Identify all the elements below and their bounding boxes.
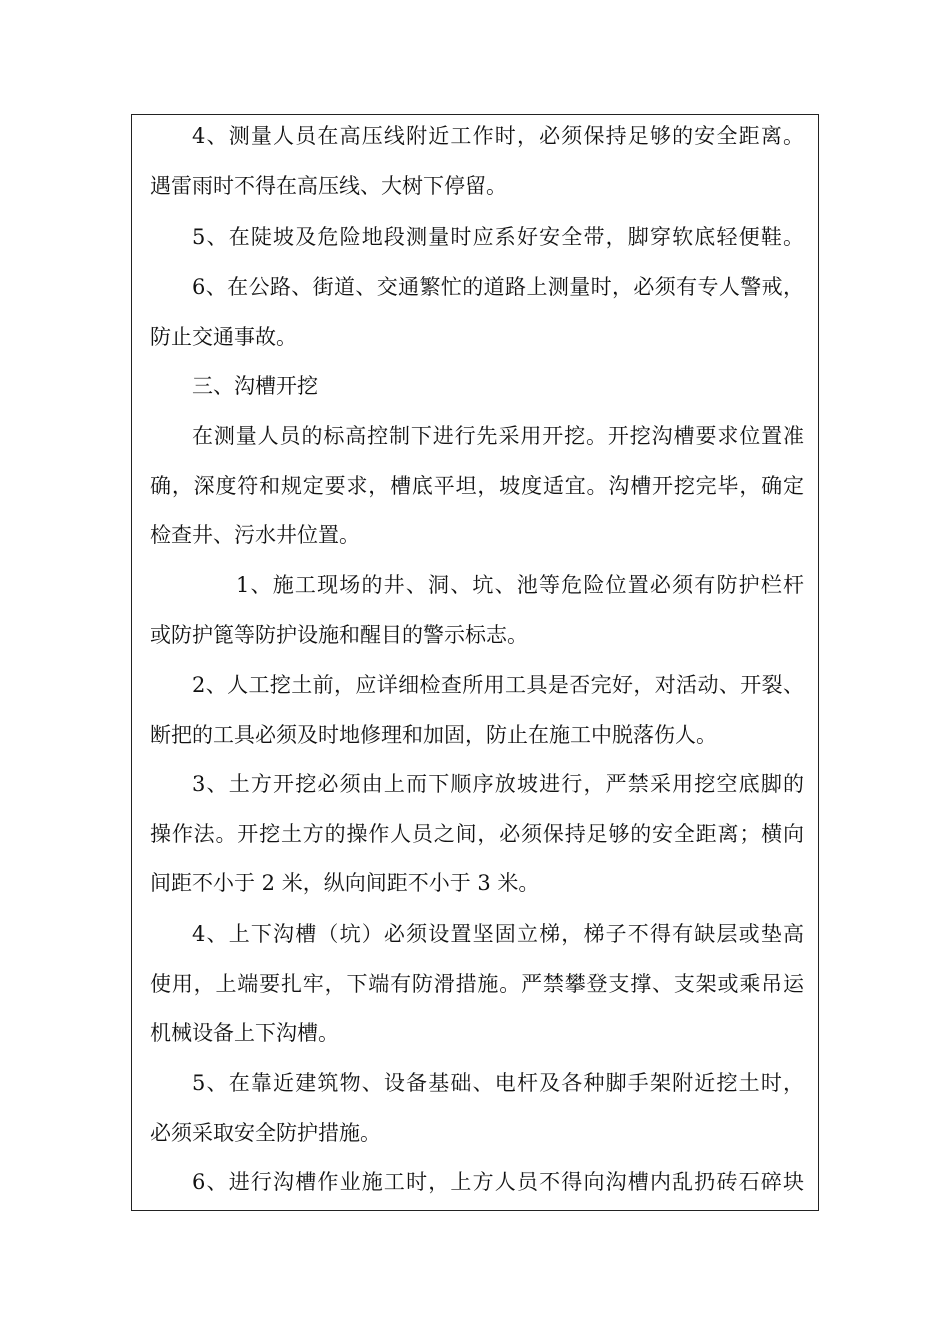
text-line: 防止交通事故。 bbox=[150, 324, 297, 349]
text-line: 机械设备上下沟槽。 bbox=[150, 1021, 339, 1045]
paragraph-survey-5 bbox=[150, 213, 804, 263]
text-line: 3、土方开挖必须由上而下顺序放坡进行，严禁采用挖空底脚的 bbox=[192, 772, 804, 796]
text-line: 5、在陡坡及危险地段测量时应系好安全带，脚穿软底轻便鞋。 bbox=[192, 225, 804, 249]
text-line: 6、进行沟槽作业施工时，上方人员不得向沟槽内乱扔砖石碎块 bbox=[192, 1170, 804, 1194]
text-line: 检查井、污水井位置。 bbox=[150, 523, 360, 547]
section-heading-trench-excavation bbox=[150, 362, 804, 412]
paragraph-excavation-1 bbox=[150, 561, 804, 660]
paragraph-survey-6 bbox=[150, 263, 804, 362]
paragraph-excavation-2 bbox=[150, 661, 804, 760]
text-line: 2、人工挖土前，应详细检查所用工具是否完好，对活动、开裂、 bbox=[192, 673, 804, 697]
text-line: 在测量人员的标高控制下进行先采用开挖。开挖沟槽要求位置准 bbox=[192, 424, 804, 448]
paragraph-excavation-6 bbox=[150, 1158, 804, 1208]
paragraph-excavation-intro bbox=[150, 412, 804, 561]
text-line: 6、在公路、街道、交通繁忙的道路上测量时，必须有专人警戒， bbox=[192, 275, 804, 299]
paragraph-excavation-3 bbox=[150, 760, 804, 909]
section-heading: 三、沟槽开挖 bbox=[192, 374, 318, 398]
text-line: 遇雷雨时不得在高压线、大树下停留。 bbox=[150, 173, 507, 198]
text-line: 确，深度符和规定要求，槽底平坦，坡度适宜。沟槽开挖完毕，确定 bbox=[150, 473, 804, 498]
text-line: 断把的工具必须及时地修理和加固，防止在施工中脱落伤人。 bbox=[150, 722, 717, 747]
paragraph-excavation-4 bbox=[150, 910, 804, 1059]
text-line: 必须采取安全防护措施。 bbox=[150, 1120, 381, 1145]
text-line: 4、上下沟槽（坑）必须设置坚固立梯，梯子不得有缺层或垫高 bbox=[192, 922, 804, 946]
text-line: 间距不小于 2 米，纵向间距不小于 3 米。 bbox=[150, 871, 540, 895]
text-line: 操作法。开挖土方的操作人员之间，必须保持足够的安全距离；横向 bbox=[150, 821, 804, 846]
document-frame bbox=[131, 114, 819, 1211]
text-line: 1、施工现场的井、洞、坑、池等危险位置必须有防护栏杆 bbox=[236, 573, 804, 597]
text-line: 使用，上端要扎牢，下端有防滑措施。严禁攀登支撑、支架或乘吊运 bbox=[150, 971, 804, 996]
paragraph-excavation-5 bbox=[150, 1059, 804, 1158]
paragraph-survey-4 bbox=[150, 112, 804, 211]
text-line: 5、在靠近建筑物、设备基础、电杆及各种脚手架附近挖土时， bbox=[192, 1071, 804, 1095]
text-line: 或防护篦等防护设施和醒目的警示标志。 bbox=[150, 622, 528, 647]
text-line: 4、测量人员在高压线附近工作时，必须保持足够的安全距离。 bbox=[192, 124, 804, 148]
